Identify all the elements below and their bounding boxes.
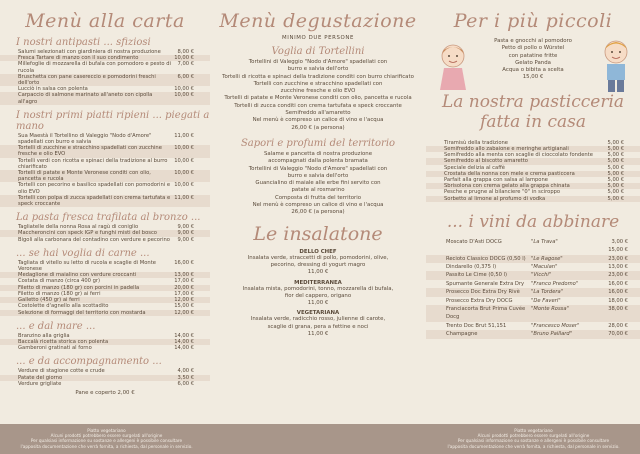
menu-item: [0, 61, 210, 73]
item-price: 20,00 €: [174, 284, 194, 291]
item-price: 5,00 €: [607, 177, 624, 183]
menu-item: [0, 381, 210, 387]
menu-line: Tortelli con zucchine e stracchino spadellati con: [253, 80, 383, 87]
item-name: Bigoli alla carbonara del contadino con verdure e pecorino: [18, 236, 170, 243]
menu-carta-title: Menù alla carta: [25, 10, 185, 32]
item-name: Tagliata di vitello su letto di rucola e scaglie di Monte Veronese: [18, 259, 156, 273]
wine-item: [426, 255, 640, 263]
sapori-menu: [213, 151, 423, 217]
wine-producer: "Monte Rossa": [531, 306, 569, 313]
item-price: 5,00 €: [607, 152, 624, 159]
tortellini-heading: Voglia di Tortellini: [271, 46, 365, 57]
item-name: Baccalà ricetta storica con polenta: [18, 338, 109, 345]
menu-item: [0, 170, 210, 182]
wine-name: Recioto Classico DOCG (0,50 l): [446, 255, 526, 262]
insalata-mediterranea-title: MEDITERRANEA: [294, 279, 342, 286]
menu-item: [0, 195, 210, 207]
menu-line: Gelato Panda: [515, 59, 551, 66]
item-name: Fresca Tartare di manzo con il suo condimento: [18, 55, 139, 62]
item-price: 13,00 €: [174, 272, 194, 279]
item-price: 10,00 €: [174, 92, 194, 99]
pasticceria-title-1: La nostra pasticceria: [441, 91, 625, 112]
mare-heading: ... e dal mare ...: [16, 320, 96, 332]
menu-line: Composta di frutta del territorio: [274, 194, 362, 201]
wine-producer: "Francesco Moser": [531, 322, 580, 329]
item-name: Bruschetta con pane casereccio e pomodorini freschi dell'orto: [18, 73, 156, 87]
wine-item: [426, 297, 640, 305]
menu-carta-column: [0, 0, 210, 424]
item-price: 5,00 €: [607, 170, 624, 177]
vini-title: ... i vini da abbinare: [446, 211, 620, 232]
item-price: 6,00 €: [177, 380, 194, 387]
item-price: 6,00 €: [177, 73, 194, 80]
menu-line: Petto di pollo o Würstel: [501, 45, 565, 52]
bambini-column: [426, 0, 640, 424]
menu-line: Insalata verde, radicchio rosso, julienne di carote,: [250, 316, 386, 323]
primi-ripieni-list: [0, 133, 210, 207]
menu-line: zucchine fresche e olio EVO: [280, 88, 356, 95]
menu-item: [0, 158, 210, 170]
menu-item: [0, 74, 210, 86]
wine-name: Moscato D'Asti DOCG: [446, 238, 502, 245]
item-price: 10,00 €: [174, 86, 194, 93]
item-name: Speciale delizia al caffè: [444, 164, 505, 171]
wine-name: Prosecco Extra Dry DOCG: [446, 297, 513, 304]
item-name: Semifreddo allo zabaione e meringhe artigianali: [444, 145, 569, 152]
item-name: Patate del giorno: [18, 374, 63, 381]
item-price: 9,00 €: [177, 230, 194, 237]
menu-line: Guancialino di maiale alle erbe fini servito con: [255, 180, 381, 187]
item-price: 11,00 €: [174, 132, 194, 139]
insalata-chef-title: DELLO CHEF: [299, 248, 337, 255]
item-name: Pesche e prugne al bilanciere "0" in sciroppo: [444, 189, 561, 196]
contorni-heading: ... e da accompagnamento ...: [16, 356, 162, 368]
menu-line: Nel menù è compreso un calice di vino e l'acqua: [252, 202, 384, 209]
item-name: Tagliatelle della nonna Rosa al ragù di coniglio: [18, 224, 139, 231]
menu-line: Insalata mista, pomodorini, tonno, mozzarella di bufala,: [242, 285, 394, 292]
mare-list: [0, 333, 210, 352]
menu-line: accompagnati dalla polenta bramata: [268, 158, 368, 165]
item-price: 7,00 €: [177, 61, 194, 68]
item-price: 10,00 €: [174, 157, 194, 164]
item-name: Lucciò in salsa con polenta: [18, 86, 88, 93]
antipasti-list: [0, 49, 210, 105]
insalata-chef-desc: [213, 255, 423, 277]
item-name: Filetto di manzo (180 gr) ai ferri: [18, 290, 101, 297]
item-price: 5,00 €: [607, 158, 624, 165]
wine-price: 28,00 €: [608, 322, 628, 329]
carne-heading: ... se hai voglia di carne ...: [16, 247, 150, 259]
footer-notice-2: Piatto vegetariano Alcuni prodotti potrebbero essere surgelati all'origine Per qualsiasi informazione su sostanze e allergeni è possibile consultare l'apposita documentazione che verrà fornita, a richiesta, dal personale in servizio.: [447, 428, 620, 449]
menu-item: [0, 345, 210, 351]
item-price: 10,00 €: [174, 182, 194, 189]
kids-title: Per i più piccoli: [453, 10, 613, 32]
item-name: Parfait alla grappa con salsa al lampone: [444, 177, 548, 183]
item-price: 9,00 €: [177, 224, 194, 231]
menu-item: [0, 133, 210, 145]
wine-producer: "La Tordera": [531, 289, 564, 296]
item-name: Verdure di stagione cotte e crude: [18, 368, 105, 375]
wine-price: 18,00 €: [608, 297, 628, 304]
wine-item: [426, 305, 640, 322]
menu-line: scaglie di grana, pera a fettine e noci: [267, 323, 369, 330]
item-price: 5,00 €: [607, 195, 624, 202]
menu-line: 26,00 € (a persona): [291, 124, 345, 131]
tortellini-menu: [213, 59, 423, 132]
allergen-footer: [0, 424, 640, 454]
item-name: Tortelli di zucchine e stracchino spadellati con zucchine fresche e olio EVO: [18, 145, 162, 158]
item-name: Semifreddo al biscotto amaretto: [444, 158, 528, 165]
wine-item: [426, 280, 640, 288]
menu-line: 26,00 € (a persona): [291, 209, 345, 216]
menu-line: 15,00 €: [522, 74, 544, 81]
wine-name: Prosecco Doc Extra Dry Rivè: [446, 289, 520, 296]
wine-name: Franciacorta Brut Prima Cuvée Docg: [446, 306, 526, 321]
item-name: Tortelli verdi con ricotta e spinaci della tradizione al burro chiarificato: [18, 157, 168, 170]
item-name: Galletto (450 gr) ai ferri: [18, 297, 80, 304]
wine-producer: "La Trava": [531, 238, 558, 245]
item-price: 8,00 €: [177, 49, 194, 55]
item-name: Salumi selezionati con giardiniera di nostra produzione: [18, 49, 161, 55]
wine-item: [426, 288, 640, 296]
pasticceria-title-2: fatta in casa: [480, 111, 586, 132]
item-name: Tortelli di patate e Monte Veronese conditi con olio, pancetta e rucola: [18, 170, 151, 183]
insalata-vegetariana-title: VEGETARIANA: [296, 310, 340, 317]
item-price: 17,00 €: [174, 278, 194, 285]
item-price: 12,00 €: [174, 309, 194, 316]
insalatone-heading: Le insalatone: [253, 222, 383, 245]
menu-line: Pasta e gnocchi al pomodoro: [494, 38, 572, 44]
wine-item: [426, 330, 640, 338]
wine-name: Trento Doc Brut 51,151: [446, 322, 507, 329]
menu-line: Semifreddo all'amaretto: [285, 110, 351, 117]
wine-name: Passito Le Cime (0,50 l): [446, 272, 508, 279]
wine-price: 38,00 €: [608, 306, 628, 313]
menu-line: 11,00 €: [307, 331, 329, 338]
menu-line: 11,00 €: [307, 269, 329, 276]
item-name: Millefoglie di mozzarella di bufala con pomodoro e pesto di rucola: [18, 61, 171, 74]
pasta-fresca-heading: La pasta fresca trafilata al bronzo ...: [16, 212, 201, 224]
item-price: 5,00 €: [607, 139, 624, 146]
item-price: 10,00 €: [174, 55, 194, 62]
item-price: 5,00 €: [607, 183, 624, 190]
menu-line: Insalata verde, straccetti di pollo, pomodorini, olive,: [247, 254, 389, 261]
item-price: 12,00 €: [174, 297, 194, 304]
antipasti-heading: I nostri antipasti ... sfiziosi: [16, 37, 151, 48]
menu-line: Tortellini di Valeggio "Nodo d'Amore" spadellati con: [248, 59, 388, 65]
menu-line: 11,00 €: [307, 300, 329, 307]
item-name: Tortelli con polpa di zucca spadellati con crema tartufata e speck croccante: [18, 194, 171, 208]
insalata-vegetariana-desc: [213, 316, 423, 338]
item-name: Costolette d'agnello alla scottadito: [18, 303, 109, 310]
item-name: Sbrisolona con crema gelato alla grappa chinata: [444, 183, 570, 190]
item-price: 17,00 €: [174, 290, 194, 297]
menu-degustazione-column: [213, 0, 423, 424]
menu-item: [426, 196, 640, 202]
item-price: 14,00 €: [174, 338, 194, 345]
item-name: Verdure grigliate: [18, 380, 62, 387]
menu-item: [0, 237, 210, 243]
wine-producer: "Maculan": [531, 264, 558, 271]
wine-price: 23,00 €: [608, 272, 628, 279]
menu-line: Tortelli di ricotta e spinaci della tradizione conditi con burro chiarificato: [222, 73, 414, 80]
item-name: Costata di manzo (circa 400 gr): [18, 278, 101, 285]
item-name: Semifreddo alla menta con scaglie di cioccolato fondente: [444, 152, 593, 159]
girl-illustration-icon: [432, 40, 474, 98]
item-price: 4,00 €: [177, 368, 194, 375]
item-price: 10,00 €: [174, 145, 194, 152]
menu-item: [0, 145, 210, 157]
menu-item: [0, 260, 210, 272]
wine-item: [426, 238, 640, 255]
wine-producer: "De Faveri": [531, 297, 561, 304]
item-price: 14,00 €: [174, 345, 194, 352]
menu-line: burro e salvia dell'orto: [287, 172, 349, 179]
boy-illustration-icon: [596, 36, 636, 96]
item-name: Tortelli con pecorino e basilico spadellati con pomodorini e olio EVO: [18, 182, 171, 195]
wine-name: Spumante Generale Extra Dry: [446, 280, 525, 287]
item-name: Filetto di manzo (180 gr) con porcini in padella: [18, 284, 140, 291]
wine-item: [426, 271, 640, 279]
menu-line: Tortelli di zucca conditi con crema tartufata e speck croccante: [234, 102, 402, 109]
menu-line: Acqua o bibita a scelta: [502, 67, 564, 74]
menu-line: con patatine fritte: [508, 52, 558, 59]
carne-list: [0, 260, 210, 316]
dolci-list: [426, 140, 640, 202]
wine-item: [426, 322, 640, 330]
menu-line: Tortelli di patate e Monte Veronese conditi con olio, pancetta e rucola: [224, 95, 412, 102]
item-price: 14,00 €: [174, 332, 194, 339]
item-price: 10,00 €: [174, 170, 194, 177]
item-price: 5,00 €: [607, 145, 624, 152]
item-name: Sorbetto al limone al profumo di vodka: [444, 195, 546, 202]
item-price: 5,00 €: [607, 189, 624, 196]
wine-producer: "Bruno Paillard": [531, 331, 573, 338]
menu-line: burro e salvia dell'orto: [287, 66, 349, 73]
item-price: 9,00 €: [177, 236, 194, 243]
wine-producer: "Le Ragose": [531, 255, 563, 262]
item-name: Medaglione di maialino con verdure croccanti: [18, 272, 137, 279]
menu-line: fior del cappero, origano: [284, 292, 352, 299]
item-name: Tiramisù della tradizione: [444, 139, 508, 146]
wine-price: 23,00 €: [608, 255, 628, 262]
menu-line: Salame e pancetta di nostra produzione: [263, 150, 373, 157]
contorni-list: [0, 368, 210, 387]
item-name: Selezione di formaggi del territorio con mostarda: [18, 309, 146, 316]
item-name: Carpaccio di salmone marinato all'aneto con cipolla all'agro: [18, 92, 153, 105]
wine-price: 13,00 €: [608, 264, 628, 271]
menu-line: pecorino, dressing di yogurt magro: [270, 261, 366, 268]
sapori-heading: Sapori e profumi del territorio: [240, 137, 396, 149]
wine-name: Champagne: [446, 331, 478, 338]
degustazione-title: Menù degustazione: [219, 10, 417, 32]
menu-line: Tortellini di Valeggio "Nodo d'Amore" spadellati con: [248, 165, 388, 172]
wine-price: 70,00 €: [608, 331, 628, 338]
wine-price: 16,00 €: [608, 289, 628, 296]
menu-item: [0, 92, 210, 104]
menu-item: [0, 182, 210, 194]
wine-producer: "Vicchi": [531, 272, 552, 279]
coperto-note: Pane e coperto 2,00 €: [75, 389, 135, 396]
item-price: 11,00 €: [174, 194, 194, 201]
item-name: Crostata della nonna con mele e crema pasticcera: [444, 170, 575, 177]
menu-line: patate al rosmarino: [291, 187, 345, 194]
wine-item: [426, 263, 640, 271]
pasta-fresca-list: [0, 224, 210, 243]
wine-price: 3,00 € 15,00 €: [608, 238, 628, 254]
vini-list: [426, 238, 640, 339]
item-price: 3,50 €: [177, 374, 194, 381]
degustazione-subtitle: MINIMO DUE PERSONE: [282, 35, 354, 41]
menu-item: [0, 310, 210, 316]
menu-line: Nel menù è compreso un calice di vino e l'acqua: [252, 117, 384, 124]
wine-name: Dindarello (0,375 l): [446, 264, 497, 271]
item-name: Branzino alla griglia: [18, 332, 70, 339]
footer-notice-1: Piatto vegetariano Alcuni prodotti potrebbero essere surgelati all'origine Per qualsiasi informazione su sostanze e allergeni è possibile consultare l'apposita documentazione che verrà fornita, a richiesta, dal personale in servizio.: [20, 428, 193, 449]
insalata-mediterranea-desc: [213, 286, 423, 308]
wine-price: 16,00 €: [608, 280, 628, 287]
item-price: 16,00 €: [174, 259, 194, 266]
item-price: 5,00 €: [607, 164, 624, 171]
item-name: Maccheroncini con speck IGP e funghi misti del bosco: [18, 230, 157, 237]
item-price: 15,00 €: [174, 303, 194, 310]
item-name: Sua Maestà il Tortellino di Valeggio "Nodo d'Amore" spadellati con burro e salvia: [18, 132, 152, 146]
item-name: Gamberoni gratinati al forno: [18, 345, 92, 352]
primi-ripieni-heading: I nostri primi piatti ripieni ... piegati a mano: [16, 109, 210, 132]
wine-producer: "Franco Predomo": [531, 280, 579, 287]
